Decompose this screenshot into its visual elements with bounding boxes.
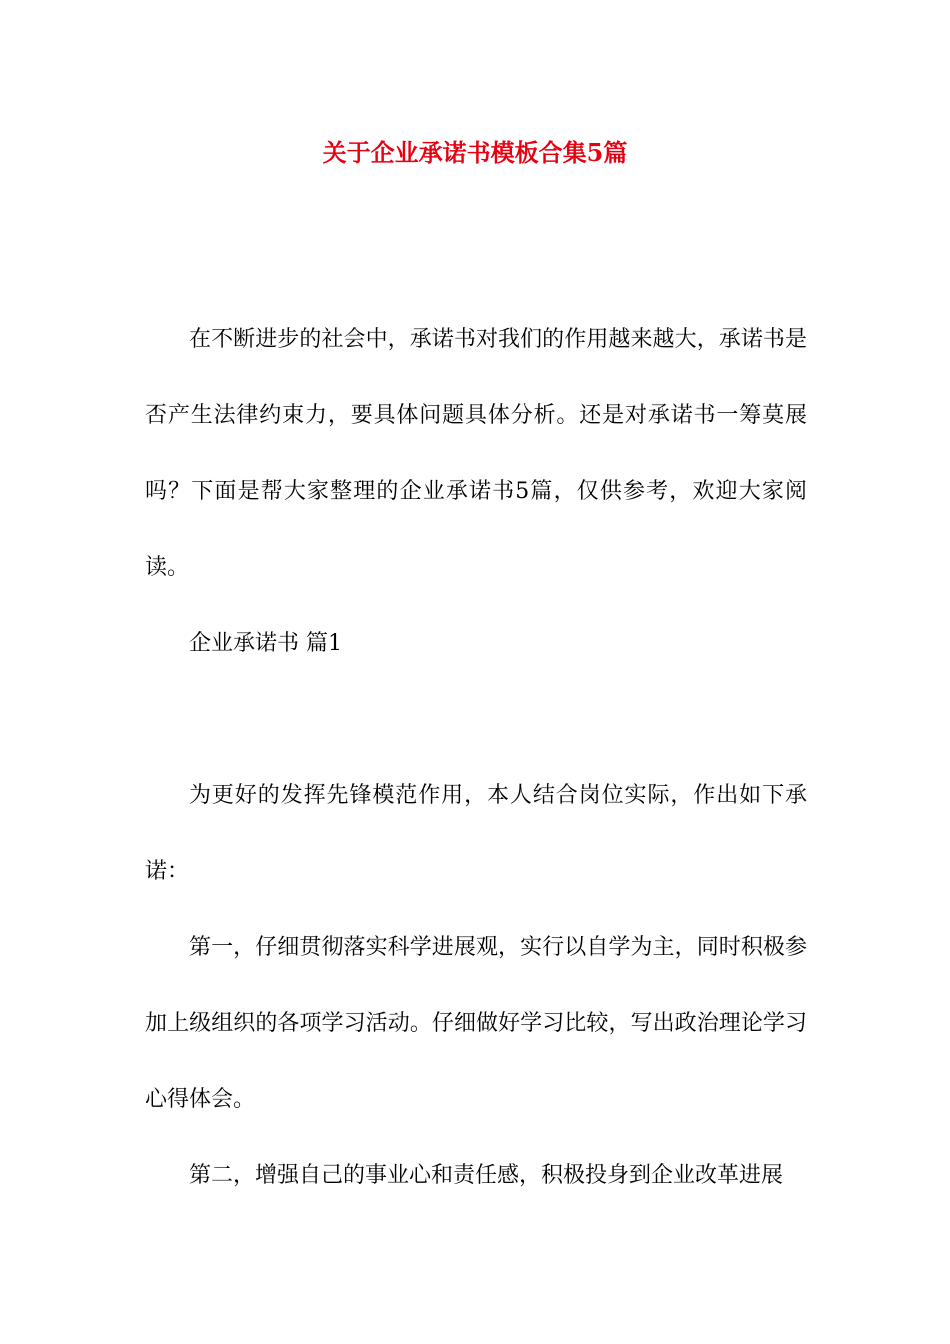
intro-paragraph: 在不断进步的社会中，承诺书对我们的作用越来越大，承诺书是否产生法律约束力，要具体问题具体分析。还是对承诺书一筹莫展吗？下面是帮大家整理的企业承诺书5篇，仅供参考，欢迎大家阅读。: [145, 327, 807, 580]
commitment-item-2: 第二，增强自己的事业心和责任感，积极投身到企业改革进展: [189, 1163, 784, 1188]
commitment-intro-paragraph: 为更好的发挥先锋模范作用，本人结合岗位实际，作出如下承诺：: [145, 783, 807, 884]
section-heading: 企业承诺书 篇1: [189, 631, 342, 656]
commitment-item-1: 第一，仔细贯彻落实科学进展观，实行以自学为主，同时积极参加上级组织的各项学习活动。仔细做好学习比较，写出政治理论学习心得体会。: [145, 935, 807, 1112]
document-title: 关于企业承诺书模板合集5篇: [322, 138, 628, 167]
